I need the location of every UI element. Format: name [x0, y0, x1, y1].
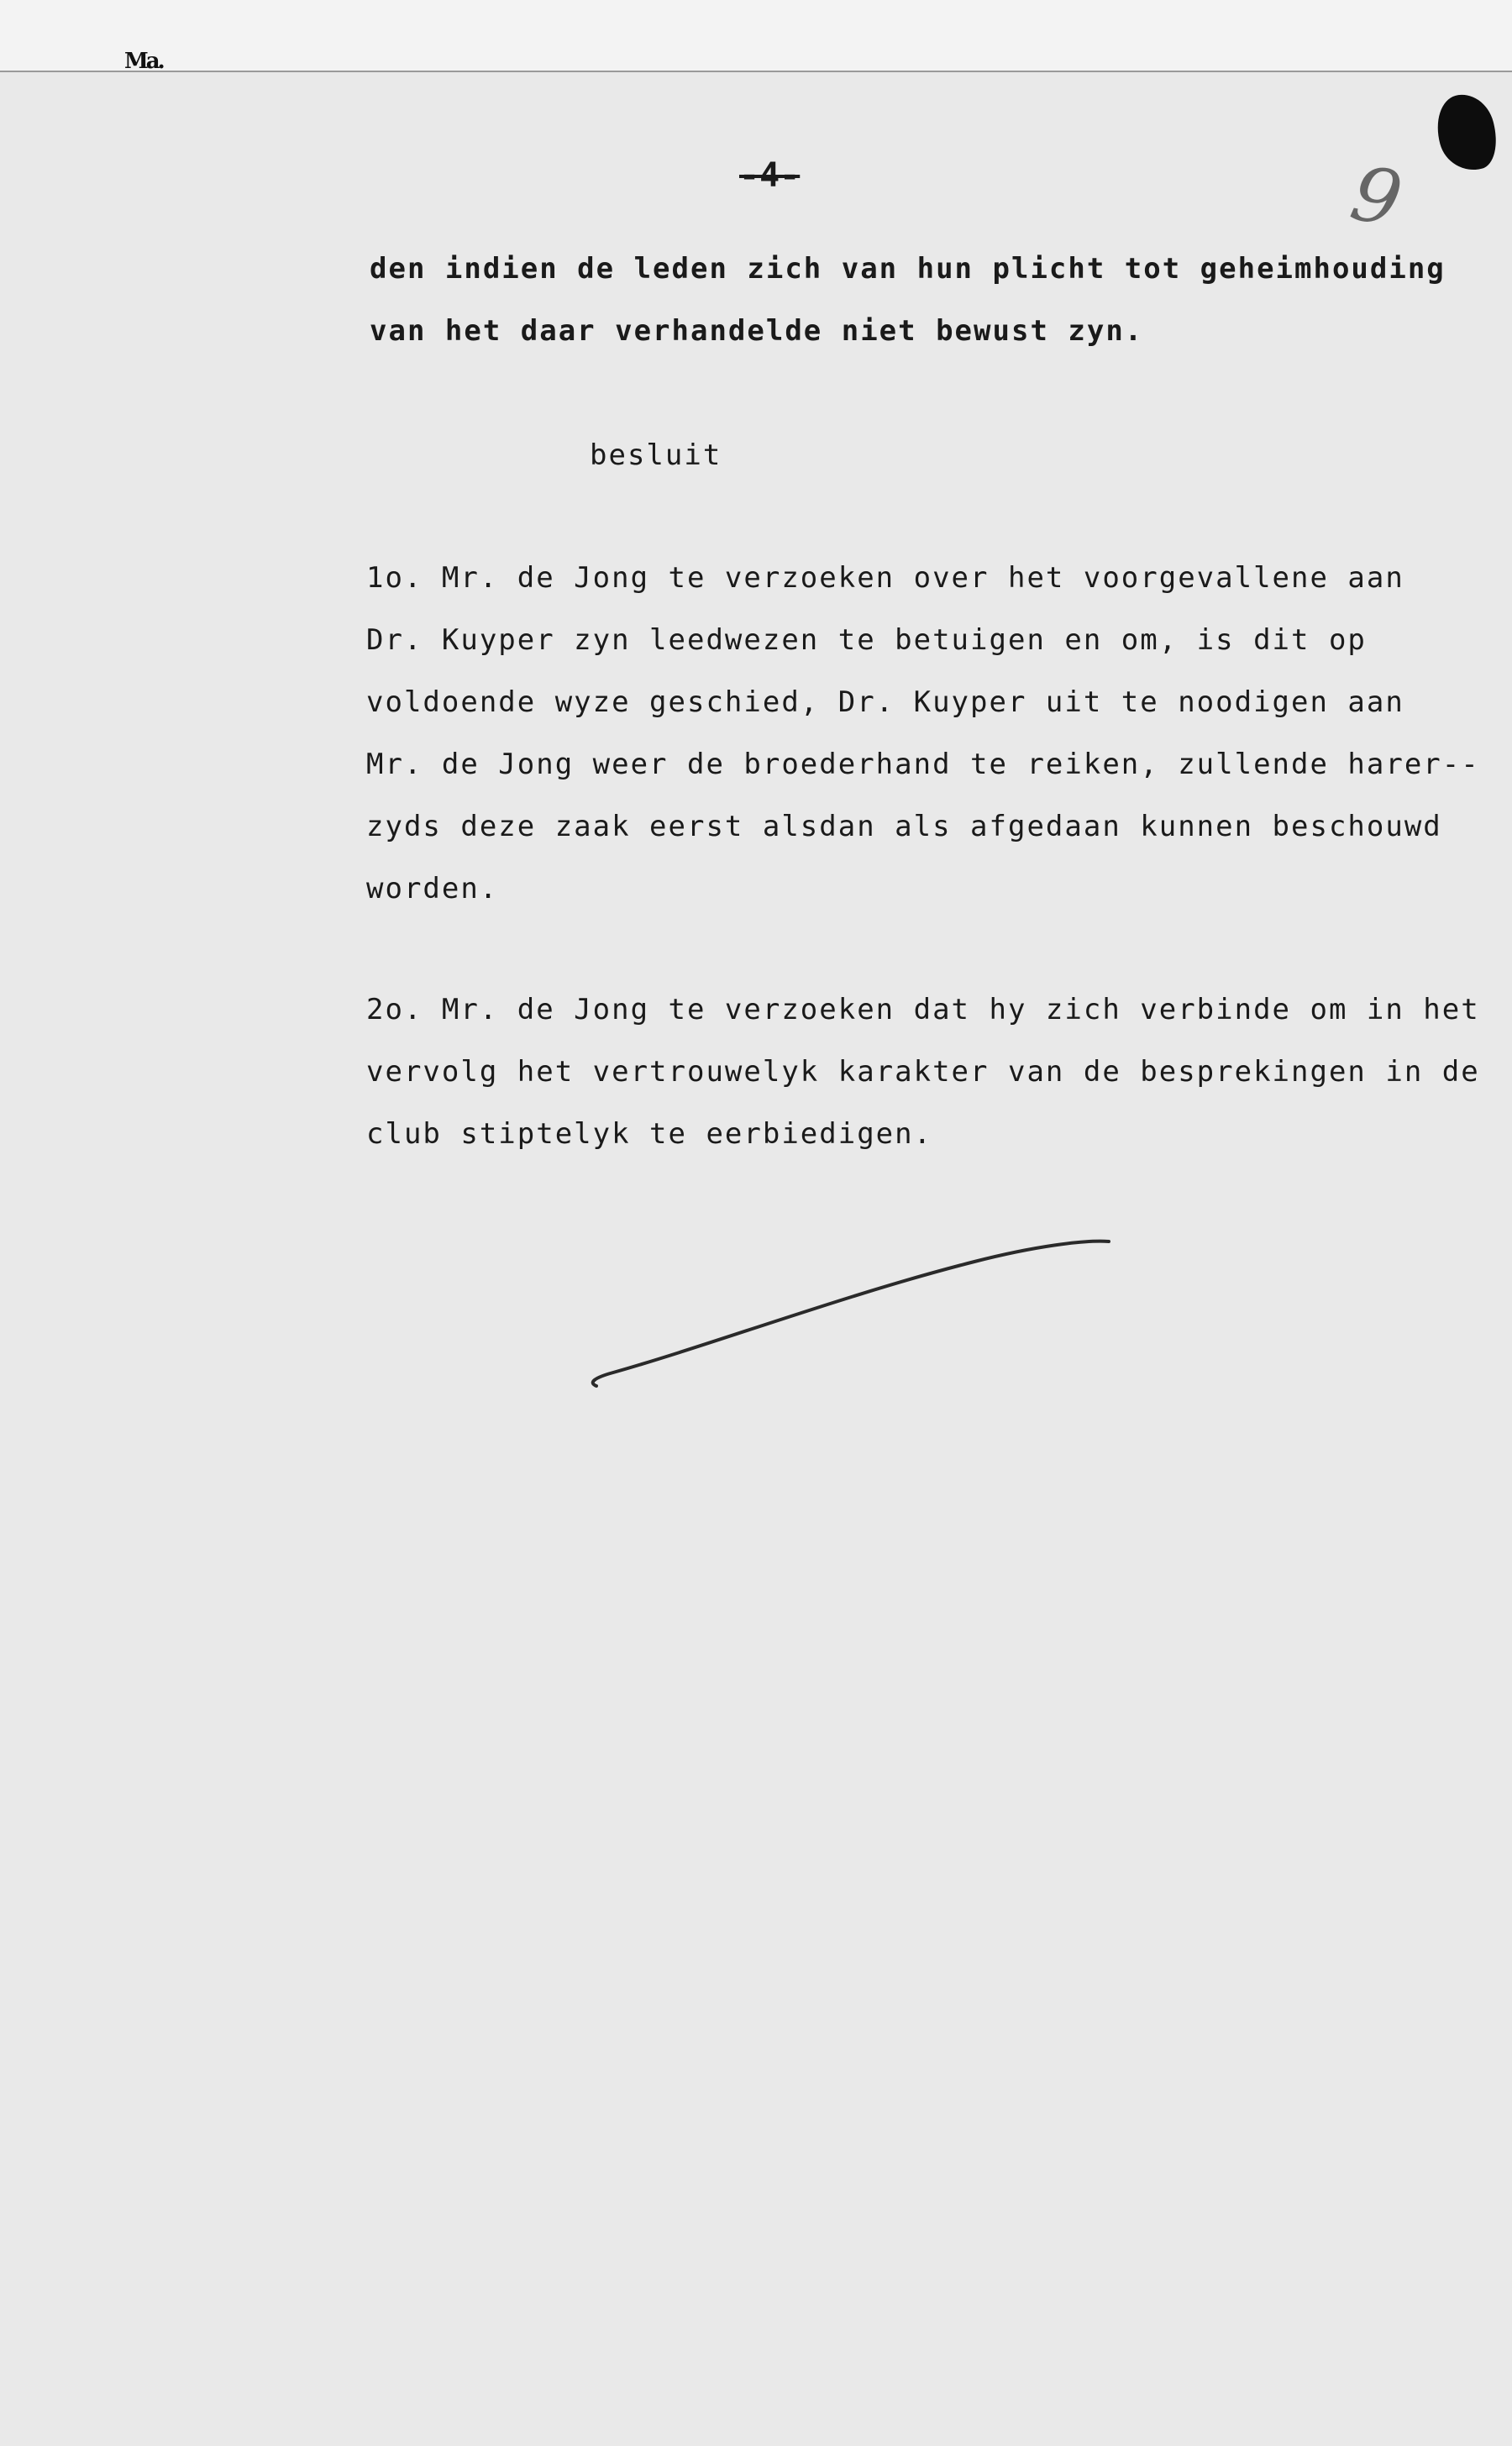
scan-top-band	[0, 0, 1512, 72]
resolution-1-line-3: voldoende wyze geschied, Dr. Kuyper uit te noodigen aan	[366, 685, 1404, 719]
signature-stroke	[580, 1218, 1134, 1403]
resolution-1-line-1: 1o. Mr. de Jong te verzoeken over het voorgevallene aan	[366, 561, 1404, 595]
resolution-1-line-6: worden.	[366, 872, 499, 905]
resolution-1-line-2: Dr. Kuyper zyn leedwezen te betuigen en om, is dit op	[366, 623, 1367, 657]
corner-mark: Ma.	[124, 49, 163, 74]
resolution-1-line-4: Mr. de Jong weer de broederhand te reiken, zullende harer--	[366, 748, 1480, 781]
resolution-2-line-2: vervolg het vertrouwelyk karakter van de besprekingen in de	[366, 1055, 1480, 1089]
handwritten-folio-number: 9	[1343, 149, 1410, 245]
page-number: -4-	[739, 156, 801, 195]
section-heading: besluit	[590, 438, 722, 472]
resolution-2-line-3: club stiptelyk te eerbiedigen.	[366, 1117, 933, 1151]
ink-blot	[1429, 88, 1504, 177]
intro-line-2: van het daar verhandelde niet bewust zyn.	[370, 314, 1144, 348]
intro-line-1: den indien de leden zich van hun plicht tot geheimhouding	[370, 252, 1446, 286]
resolution-1-line-5: zyds deze zaak eerst alsdan als afgedaan kunnen beschouwd	[366, 810, 1442, 843]
resolution-2-line-1: 2o. Mr. de Jong te verzoeken dat hy zich verbinde om in het	[366, 993, 1480, 1026]
